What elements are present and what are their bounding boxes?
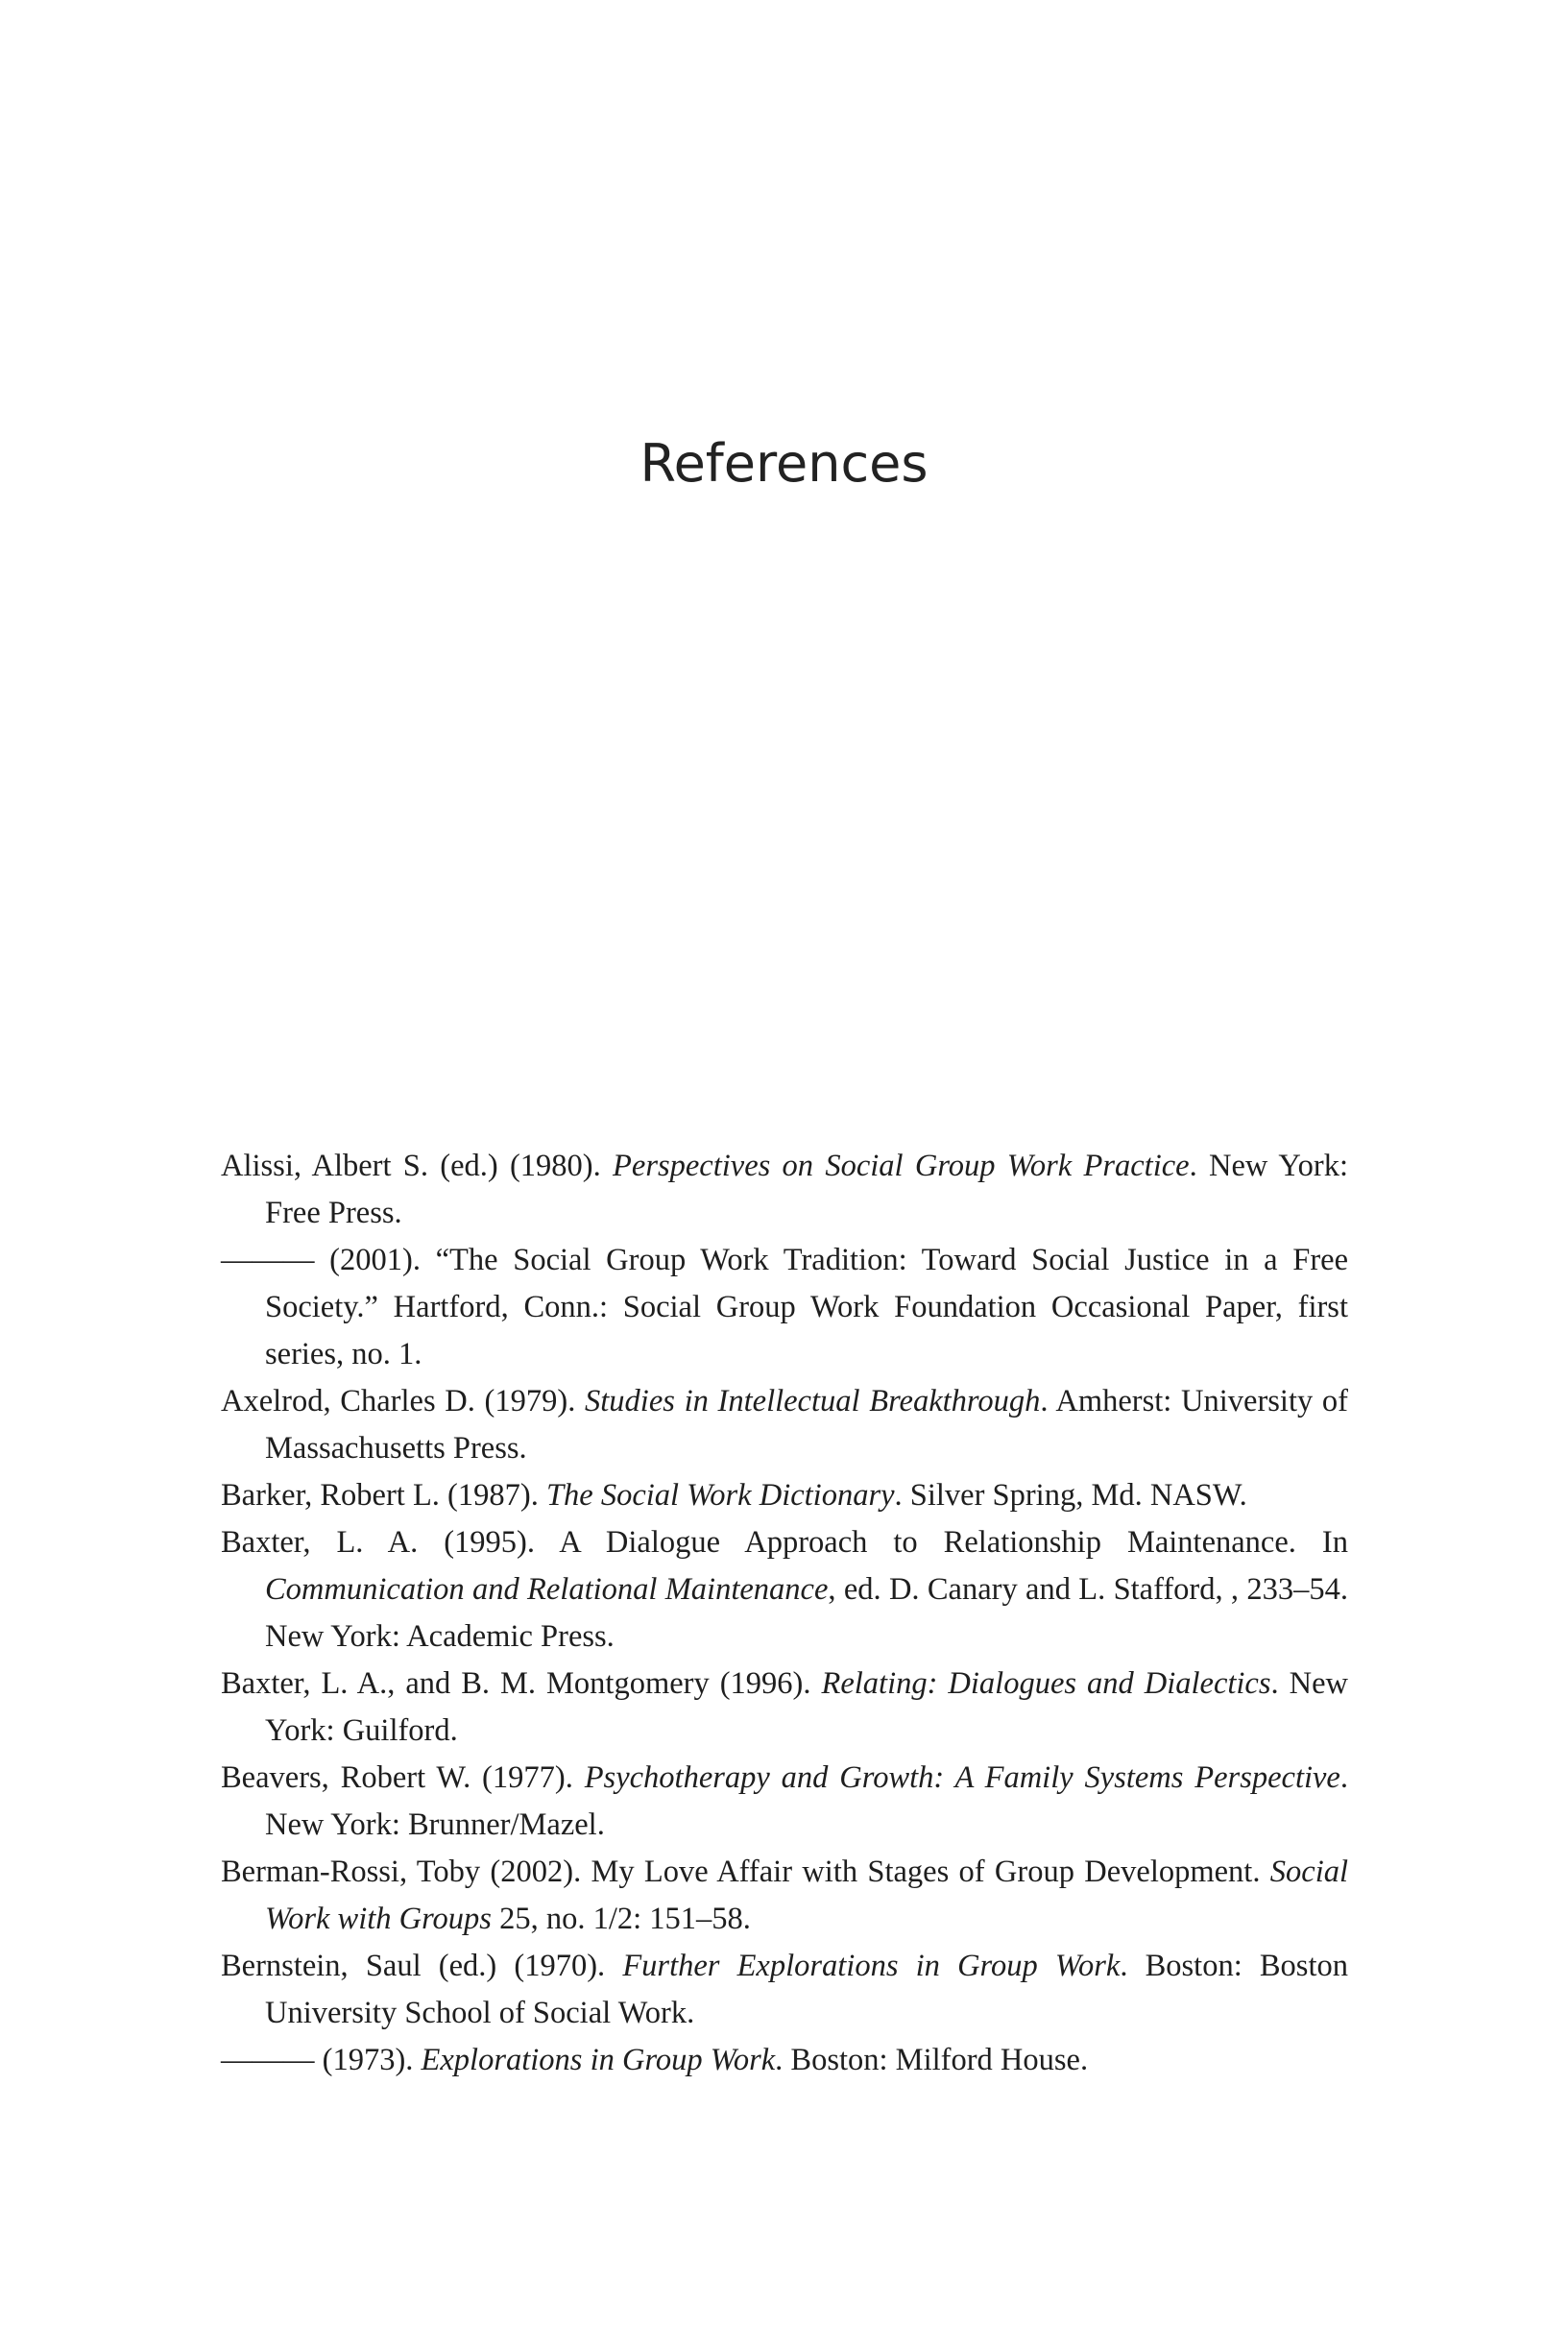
reference-entry [221, 1237, 1348, 1378]
reference-title: Communication and Relational Maintenance [265, 1572, 829, 1607]
reference-text: Axelrod, Charles D. (1979). [221, 1384, 586, 1418]
reference-text: . Amherst: University of Massachusetts Press. [265, 1384, 1348, 1466]
reference-title: Further Explorations in Group Work [622, 1949, 1121, 1983]
reference-entry [221, 1472, 1348, 1519]
reference-entry [221, 1519, 1348, 1661]
reference-text: . Boston: Boston University School of Social Work. [265, 1949, 1348, 2030]
reference-title: Social Work with Groups [265, 1855, 1348, 1936]
reference-text: . Boston: Milford House. [775, 2043, 1089, 2077]
reference-title: The Social Work Dictionary [545, 1478, 895, 1513]
reference-text: 25, no. 1/2: 151–58. [491, 1902, 751, 1936]
reference-entry [221, 1143, 1348, 1237]
page-title: References [639, 433, 929, 494]
reference-text: . New York: Guilford. [265, 1666, 1348, 1748]
reference-text: . New York: Free Press. [265, 1149, 1348, 1230]
reference-title: Perspectives on Social Group Work Practice [613, 1149, 1190, 1183]
reference-entry [221, 1755, 1348, 1849]
reference-text: . New York: Brunner/Mazel. [265, 1760, 1348, 1842]
reference-title: Studies in Intellectual Breakthrough [585, 1384, 1041, 1418]
reference-title: Psychotherapy and Growth: A Family Systems Perspective [584, 1760, 1340, 1795]
reference-entry [221, 2037, 1348, 2084]
reference-entry [221, 1943, 1348, 2037]
reference-entry [221, 1849, 1348, 1943]
reference-text: Baxter, L. A. (1995). A Dialogue Approach to Relationship Maintenance. In [221, 1525, 1348, 1560]
reference-list [221, 1143, 1348, 2084]
reference-text: . Silver Spring, Md. NASW. [894, 1478, 1247, 1513]
reference-entry [221, 1661, 1348, 1755]
reference-text: ——— (2001). “The Social Group Work Tradition: Toward Social Justice in a Free Society.” Hartford, Conn.: Social Group Work Foundation Occasional Paper, first series, no. 1. [221, 1243, 1348, 1371]
reference-text: Berman-Rossi, Toby (2002). My Love Affair with Stages of Group Development. [221, 1855, 1270, 1889]
reference-title: Relating: Dialogues and Dialectics [821, 1666, 1271, 1701]
reference-entry [221, 1378, 1348, 1472]
reference-text: ——— (1973). [221, 2043, 422, 2077]
reference-text: Baxter, L. A., and B. M. Montgomery (1996). [221, 1666, 822, 1701]
reference-title: Explorations in Group Work [421, 2043, 776, 2077]
reference-text: Beavers, Robert W. (1977). [221, 1760, 585, 1795]
reference-text: Bernstein, Saul (ed.) (1970). [221, 1949, 623, 1983]
reference-text: Alissi, Albert S. (ed.) (1980). [221, 1149, 614, 1183]
reference-text: , ed. D. Canary and L. Stafford, , 233–54. New York: Academic Press. [265, 1572, 1348, 1654]
reference-text: Barker, Robert L. (1987). [221, 1478, 546, 1513]
